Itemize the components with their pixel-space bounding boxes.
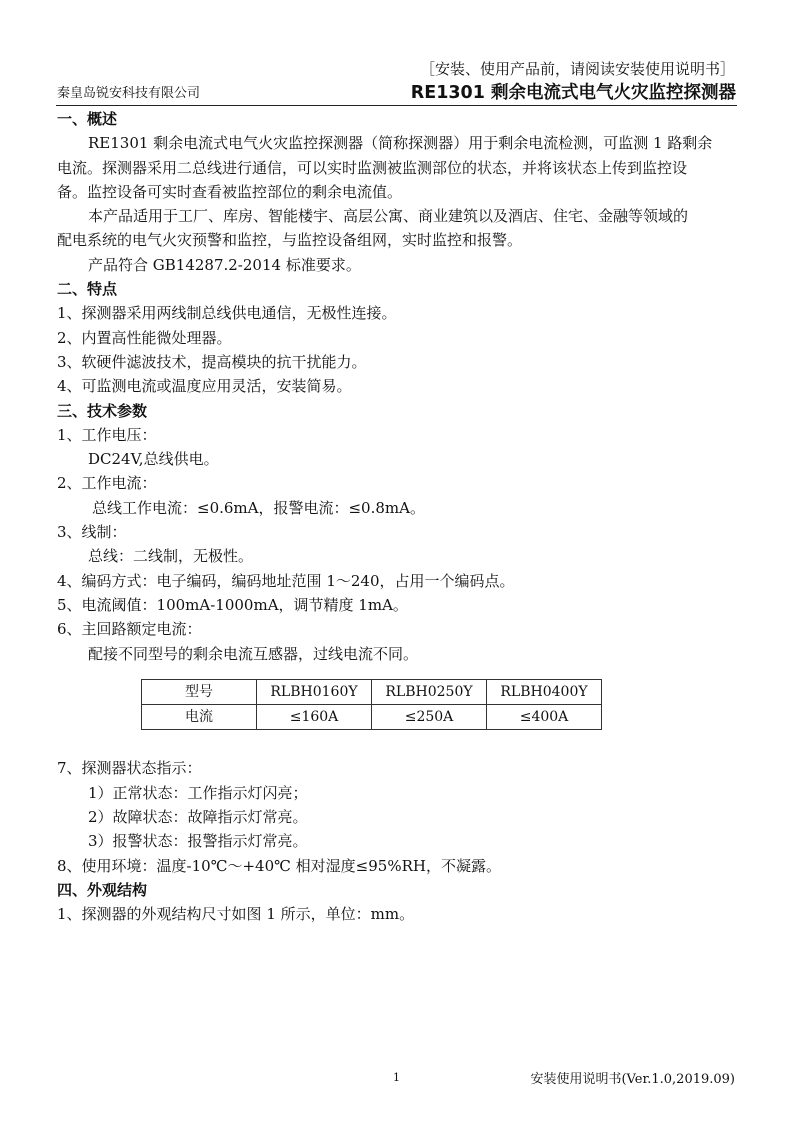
list-detail: 配接不同型号的剩余电流互感器，过线电流不同。 (88, 644, 419, 663)
paragraph-line: RE1301 剩余电流式电气火灾监控探测器（简称探测器）用于剩余电流检测，可监测 1 路剩余 (88, 134, 713, 153)
list-item: 3、线制： (57, 523, 127, 542)
header-note: ［安装、使用产品前，请阅读安装使用说明书］ (419, 60, 735, 78)
table-row (142, 679, 602, 704)
table-cell: ≤400A (487, 705, 602, 730)
list-item: 4、编码方式：电子编码，编码地址范围 1～240，占用一个编码点。 (57, 571, 515, 590)
table-cell: 电流 (142, 705, 257, 730)
footer-version: 安装使用说明书(Ver.1.0,2019.09) (530, 1072, 735, 1087)
list-item: 2、工作电流： (57, 474, 157, 493)
list-item: 1、探测器的外观结构尺寸如图 1 所示，单位：mm。 (57, 905, 415, 924)
paragraph-line: 电流。探测器采用二总线进行通信，可以实时监测被监测部位的状态，并将该状态上传到监控设 (57, 158, 688, 177)
paragraph-line: 配电系统的电气火灾预警和监控，与监控设备组网，实时监控和报警。 (57, 231, 523, 250)
list-detail: DC24V,总线供电。 (88, 450, 219, 469)
list-item: 2、内置高性能微处理器。 (57, 328, 232, 347)
list-item: 1、探测器采用两线制总线供电通信，无极性连接。 (57, 304, 397, 323)
company-name: 秦皇岛锐安科技有限公司 (57, 86, 201, 101)
list-item: 8、使用环境：温度-10℃～+40℃ 相对湿度≤95%RH，不凝露。 (57, 856, 501, 875)
list-detail: 1）正常状态：工作指示灯闪亮； (88, 783, 308, 802)
table-row (142, 705, 602, 730)
paragraph-line: 产品符合 GB14287.2-2014 标准要求。 (88, 255, 361, 274)
section-heading: 二、特点 (57, 280, 118, 299)
list-item: 3、软硬件滤波技术，提高模块的抗干扰能力。 (57, 352, 367, 371)
list-item: 1、工作电压： (57, 425, 157, 444)
current-rating-table (141, 679, 602, 731)
header-divider (56, 105, 737, 106)
section-heading: 一、概述 (57, 110, 118, 128)
section-heading: 四、外观结构 (57, 880, 148, 899)
list-detail: 2）故障状态：故障指示灯常亮。 (88, 808, 308, 827)
list-detail: 总线工作电流：≤0.6mA，报警电流：≤0.8mA。 (92, 498, 425, 517)
table-cell: RLBH0160Y (257, 679, 372, 704)
list-detail: 3）报警状态：报警指示灯常亮。 (88, 832, 308, 851)
list-item: 4、可监测电流或温度应用灵活，安装简易。 (57, 377, 352, 396)
table-cell: 型号 (142, 679, 257, 704)
table-cell: RLBH0250Y (372, 679, 487, 704)
list-item: 7、探测器状态指示： (57, 759, 202, 778)
page-number: 1 (393, 1071, 400, 1084)
table-cell: ≤250A (372, 705, 487, 730)
document-title: RE1301 剩余电流式电气火灾监控探测器 (410, 83, 736, 103)
paragraph-line: 本产品适用于工厂、库房、智能楼宇、高层公寓、商业建筑以及酒店、住宅、金融等领域的 (88, 207, 689, 226)
paragraph-line: 备。监控设备可实时查看被监控部位的剩余电流值。 (57, 182, 403, 201)
table-cell: ≤160A (257, 705, 372, 730)
section-heading: 三、技术参数 (57, 401, 148, 420)
list-item: 6、主回路额定电流： (57, 620, 202, 639)
list-detail: 总线：二线制，无极性。 (88, 547, 254, 566)
list-item: 5、电流阈值：100mA-1000mA，调节精度 1mA。 (57, 595, 408, 614)
document-body (57, 107, 737, 927)
table-cell: RLBH0400Y (487, 679, 602, 704)
